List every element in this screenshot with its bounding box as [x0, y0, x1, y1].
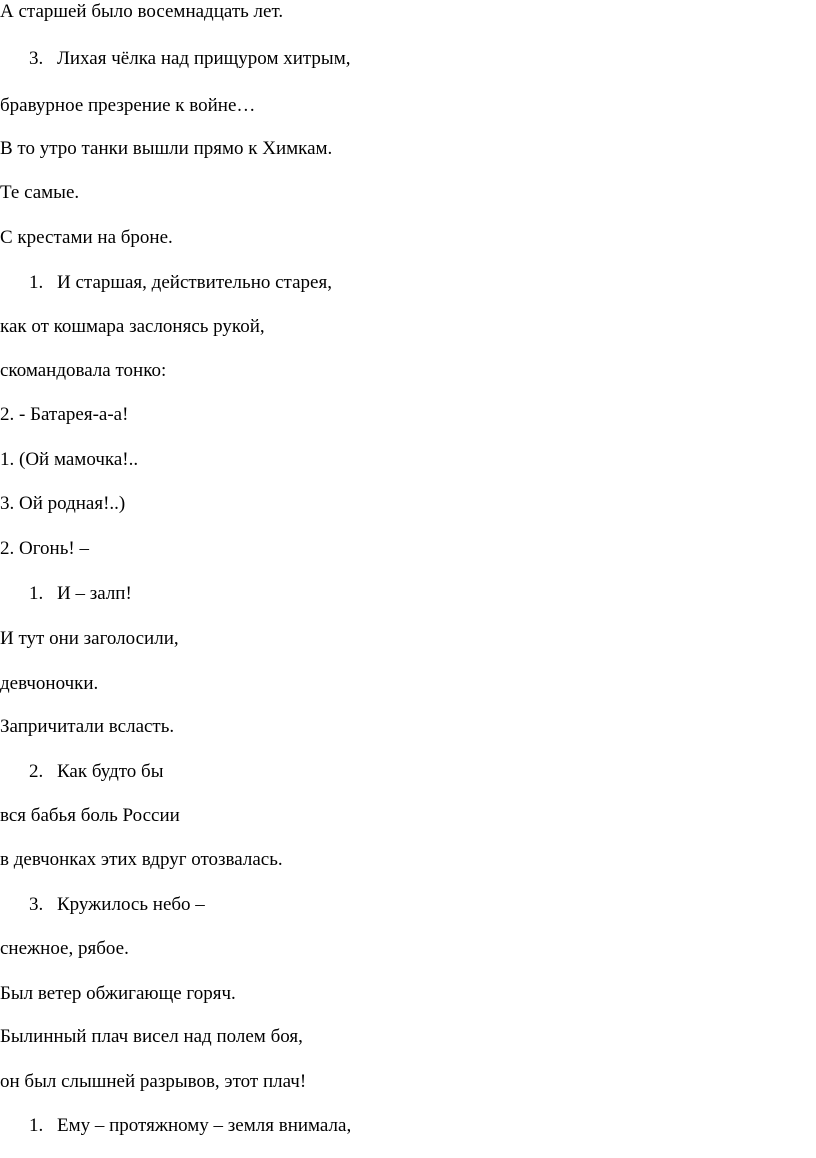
text-line: В то утро танки вышли прямо к Химкам. — [0, 138, 333, 159]
text-line: 1. (Ой мамочка!.. — [0, 449, 139, 470]
text-line: Былинный плач висел над полем боя, — [0, 1026, 303, 1047]
numbered-line — [29, 1114, 351, 1138]
line-number: 3. — [29, 48, 44, 69]
line-number: 1. — [29, 272, 44, 293]
text-line: 2. Огонь! – — [0, 538, 89, 559]
text-line: бравурное презрение к войне… — [0, 95, 256, 116]
line-number: 1. — [29, 1115, 44, 1136]
line-text: И – залп! — [57, 583, 132, 604]
text-line: как от кошмара заслонясь рукой, — [0, 316, 265, 337]
text-line: С крестами на броне. — [0, 227, 173, 248]
text-line: 3. Ой родная!..) — [0, 493, 126, 514]
line-text: Лихая чёлка над прищуром хитрым, — [57, 48, 351, 69]
text-line: вся бабья боль России — [0, 805, 180, 826]
numbered-line — [29, 760, 164, 784]
text-line: скомандовала тонко: — [0, 360, 167, 381]
numbered-line — [29, 582, 132, 606]
text-line: снежное, рябое. — [0, 938, 129, 959]
line-text: Кружилось небо – — [57, 894, 205, 915]
text-line: 2. - Батарея-а-а! — [0, 404, 129, 425]
line-text: Ему – протяжному – земля внимала, — [57, 1115, 352, 1136]
numbered-line — [29, 271, 332, 295]
text-line: девчоночки. — [0, 673, 99, 694]
line-number: 1. — [29, 583, 44, 604]
text-line: он был слышней разрывов, этот плач! — [0, 1071, 307, 1092]
numbered-line — [29, 47, 350, 71]
text-line: в девчонках этих вдруг отозвалась. — [0, 849, 283, 870]
line-number: 3. — [29, 894, 44, 915]
text-line: Запричитали всласть. — [0, 716, 175, 737]
line-text: Как будто бы — [57, 761, 164, 782]
line-text: И старшая, действительно старея, — [57, 272, 332, 293]
text-line: А старшей было восемнадцать лет. — [0, 1, 284, 22]
text-line: Те самые. — [0, 182, 80, 203]
line-number: 2. — [29, 761, 44, 782]
text-line: И тут они заголосили, — [0, 628, 179, 649]
numbered-line — [29, 893, 205, 917]
text-line: Был ветер обжигающе горяч. — [0, 983, 236, 1004]
